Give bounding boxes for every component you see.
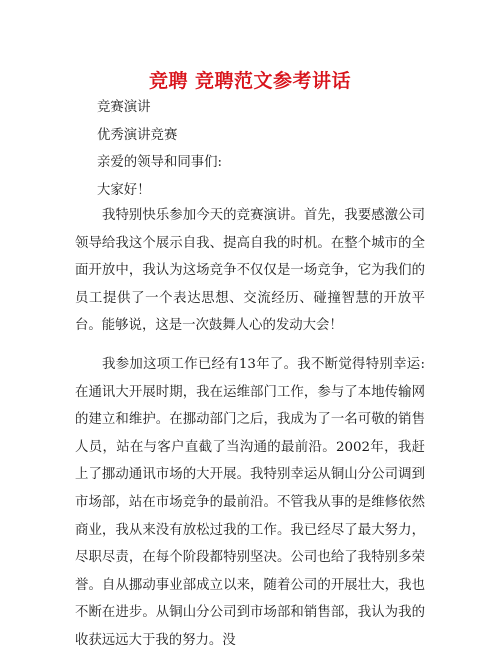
line-competition-speech: 竞赛演讲 — [97, 100, 151, 115]
paragraph-experience: 我参加这项工作已经有13年了。我不断觉得特别幸运:在通讯大开展时期，我在运维部门工作，参与了本地传输网的建立和维护。在挪动部门之后，我成为了一名可敬的销售人员，站在与客户直截了当沟通的最前沿。2002年，我赶上了挪动通讯市场的大开展。我特别幸运从铜山分公司调到市场部，站在市场竞争的最前沿。不管我从事的是维修依然商业，我从来没有放松过我的工作。我已经尽了最大努力，尽职尽责，在每个阶段都特别坚决。公司也给了我特别多荣誉。自从挪动事业部成立以来，随着公司的开展壮大，我也不断在进步。从铜山分公司到市场部和销售部，我认为我的收获远远大于我的努力。没 — [75, 357, 425, 648]
line-greeting: 大家好！ — [97, 183, 151, 198]
paragraph-intro: 我特别快乐参加今天的竞赛演讲。首先，我要感激公司领导给我这个展示自我、提高自我的时机。在整个城市的全面开放中，我认为这场竞争不仅仅是一场竞争，它为我们的员工提供了一个表达思想、交流经历、碰撞智慧的开放平台。能够说，这是一次鼓舞人心的发动大会！ — [75, 208, 425, 334]
line-salutation: 亲爱的领导和同事们: — [97, 155, 223, 170]
line-excellent-speech: 优秀演讲竞赛 — [97, 128, 178, 143]
document-title: 竞聘 竞聘范文参考讲话 — [148, 70, 352, 92]
